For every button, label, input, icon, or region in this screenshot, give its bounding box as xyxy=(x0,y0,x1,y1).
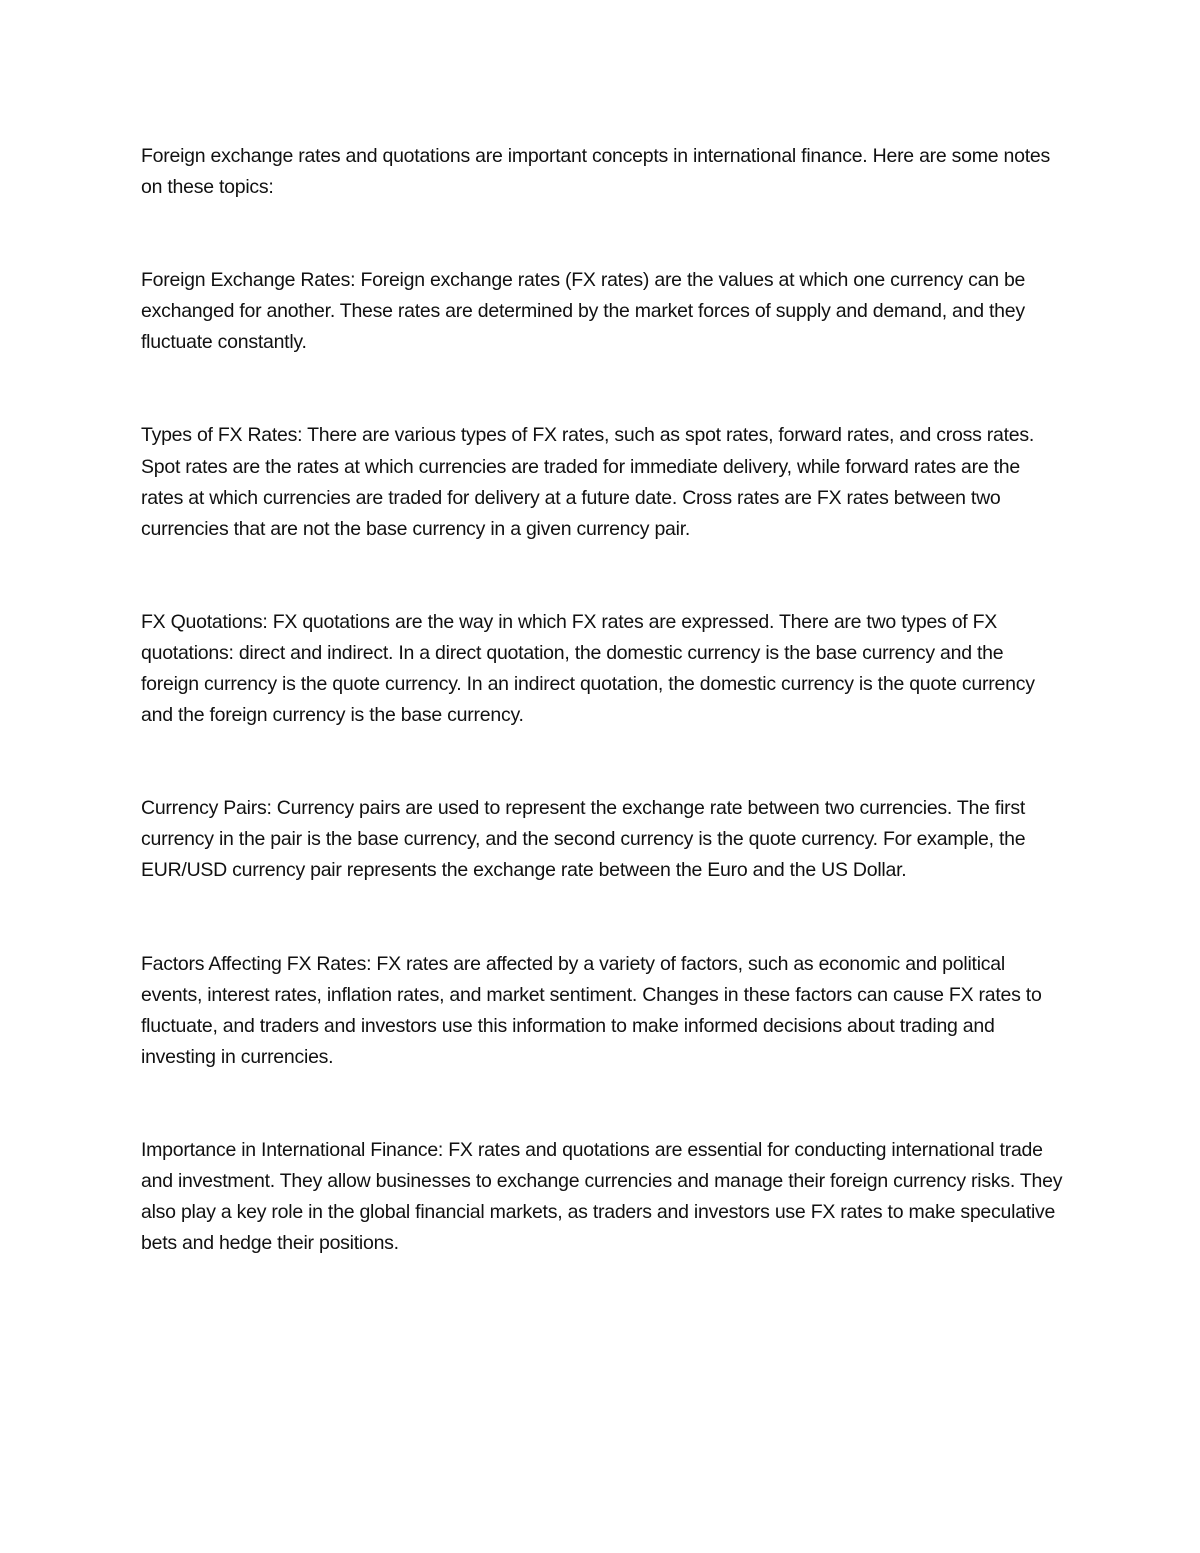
intro-paragraph: Foreign exchange rates and quotations are important concepts in international finance. Here are some notes on these topics: xyxy=(141,145,1050,199)
paragraph-gap xyxy=(141,731,1066,793)
paragraph-gap xyxy=(141,203,1066,265)
factors-affecting-fx-rates-paragraph: Factors Affecting FX Rates: FX rates are affected by a variety of factors, such as economic and political events, interest rates, inflation rates, and market sentiment. Changes in these factors can cause FX rates to fluctuate, and traders and investors use this information to make informed decisions about trading and investing in currencies. xyxy=(141,952,1042,1068)
foreign-exchange-rates-paragraph: Foreign Exchange Rates: Foreign exchange rates (FX rates) are the values at which one currency can be exchanged for another. These rates are determined by the market forces of supply and demand, and they fluctuate constantly. xyxy=(141,269,1026,354)
types-of-fx-rates-paragraph: Types of FX Rates: There are various types of FX rates, such as spot rates, forward rates, and cross rates. Spot rates are the rates at which currencies are traded for immediate delivery, while forward rates are the rates at which currencies are traded for delivery at a future date. Cross rates are FX rates between two currencies that are not the base currency in a given currency pair. xyxy=(141,424,1035,540)
paragraph-gap xyxy=(141,1073,1066,1135)
fx-quotations-paragraph: FX Quotations: FX quotations are the way in which FX rates are expressed. There are two types of FX quotations: direct and indirect. In a direct quotation, the domestic currency is the base currency and the foreign currency is the quote currency. In an indirect quotation, the domestic currency is the quote currency and the foreign currency is the base currency. xyxy=(141,610,1035,727)
paragraph-gap xyxy=(141,887,1066,949)
paragraph-gap xyxy=(141,358,1066,420)
paragraph-gap xyxy=(141,545,1066,607)
document-body xyxy=(141,141,1066,1259)
importance-in-international-finance-paragraph: Importance in International Finance: FX rates and quotations are essential for conducting international trade and investment. They allow businesses to exchange currencies and manage their foreign currency risks. They also play a key role in the global financial markets, as traders and investors use FX rates to make speculative bets and hedge their positions. xyxy=(141,1138,1063,1255)
currency-pairs-paragraph: Currency Pairs: Currency pairs are used to represent the exchange rate between two currencies. The first currency in the pair is the base currency, and the second currency is the quote currency. For example, the EUR/USD currency pair represents the exchange rate between the Euro and the US Dollar. xyxy=(141,797,1026,882)
